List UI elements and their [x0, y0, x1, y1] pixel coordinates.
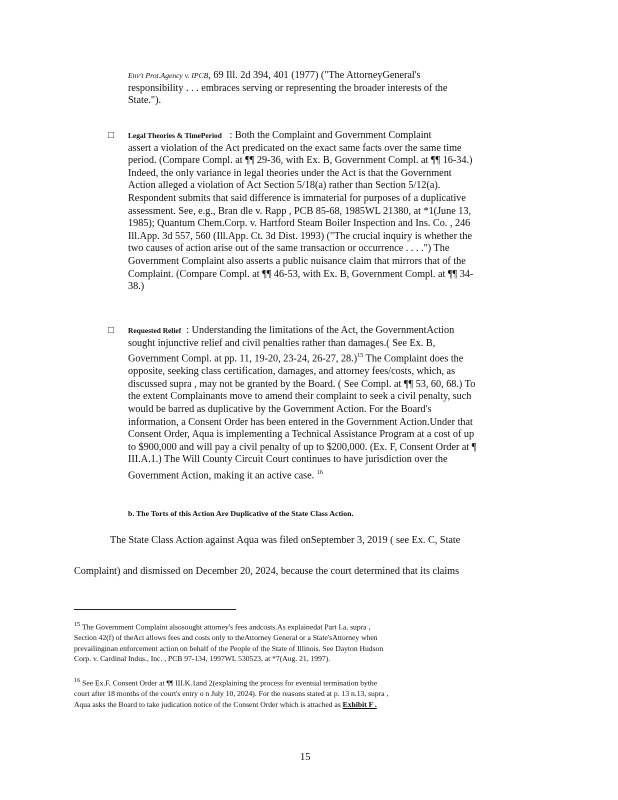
footnote-divider [74, 609, 236, 610]
text-line: assert a violation of the Act predicated on the exact same facts over the same time [128, 142, 462, 154]
legal-theories-heading: Legal Theories & TimePeriod [128, 131, 222, 140]
checkbox-bullet-icon: □ [108, 325, 115, 336]
case-name: Env't Prot.Agency v. IPCB [128, 71, 209, 80]
text-line: Complaint. (Compare Compl. at ¶¶ 46-53, with Ex. B, Government Compl. at ¶¶ 34- [128, 268, 474, 280]
footnote-line: Aqua asks the Board to take judication notice of the Consent Order which is attached as [74, 699, 341, 709]
text-line: Indeed, the only variance in legal theories under the Act is that the Government [128, 167, 452, 179]
text-line: 1985); Quantum Chem.Corp. v. Hartford Steam Boiler Inspection and Ins. Co. , 246 [128, 218, 471, 230]
text-line: to $900,000 and will pay a civil penalty of up to $200,000. (Ex. F, Consent Order at ¶ [128, 441, 477, 453]
text-line: Action alleged a violation of Act Section 5/18(a) rather than Section 5/12(a). [128, 180, 441, 192]
footnote-line: The Government Complaint alsosought attorney's fees andcosts.As explainedat Part I.a, supra , [81, 622, 371, 632]
text-line: information, a Consent Order has been entered in the Government Action.Under that [128, 416, 473, 428]
footnote-line: Section 42(f) of theAct allows fees and costs only to theAttorney General or a State'sAttorney when [74, 633, 378, 643]
body-line: Complaint) and dismissed on December 20, 2024, because the court determined that its claims [74, 566, 460, 577]
text-line: sought injunctive relief and civil penalties rather than damages.( See Ex. B, [128, 337, 436, 349]
footnote-15 [74, 620, 534, 665]
text-line: opposite, seeking class certification, damages, and attorney fees/costs, which, as [128, 366, 456, 378]
text-line: Consent Order, Aqua is implementing a Technical Assistance Program at a cost of up [128, 429, 475, 441]
text-line: 38.) [128, 281, 145, 293]
footnote-ref-15[interactable]: 15 [357, 352, 364, 360]
text-line: period. (Compare Compl. at ¶¶ 29-36, with Ex. B, Government Compl. at ¶¶ 16-34.) [128, 155, 473, 167]
text-line: Government Complaint also asserts a public nuisance claim that mirrors that of the [128, 255, 466, 267]
text-line: : Understanding the limitations of the Act, the GovernmentAction [186, 325, 455, 336]
text-line: Respondent submits that said difference is immaterial for purposes of a duplicative [128, 192, 466, 204]
text-line: assessment. See, e.g., Bran dle v. Rapp , PCB 85-68, 1985WL 21380, at *1(June 13, [128, 205, 472, 217]
case-citation: , 69 Ill. 2d 394, 401 (1977) ("The AttorneyGeneral's [208, 70, 421, 81]
text-line: The Complaint does the [365, 353, 464, 365]
text-line: Government Compl. at pp. 11, 19-20, 23-24, 26-27, 28.) [128, 353, 358, 365]
body-line: The State Class Action against Aqua was filed onSeptember 3, 2019 ( see Ex. C, State [110, 535, 461, 546]
footnote-16 [74, 676, 534, 710]
text-line: would be barred as duplicative by the Government Action. For the Board's [128, 403, 432, 415]
text-line: Government Action, making it an active case. [128, 470, 315, 482]
page-number: 15 [300, 752, 311, 763]
legal-theories-paragraph [108, 130, 538, 294]
footnote-line: See Ex.F, Consent Order at ¶¶ III.K.1and 2(explaining the process for eventual termination bythe [82, 678, 378, 688]
text-line: III.A.1.) The Will County Circuit Court continues to have jurisdiction over the [128, 454, 448, 466]
text-line: the extent Complainants move to amend their complaint to seek a civil penalty, such [128, 391, 472, 403]
requested-relief-paragraph [108, 325, 538, 483]
footnote-line: court after 18 months of the court's entry o n July 10, 2024). For the reasons stated at p. 13 n.13, supra , [74, 689, 389, 699]
footnote-ref-16[interactable]: 16 [316, 468, 323, 476]
text-line: responsibility . . . embraces serving or representing the broader interests of the [128, 82, 448, 94]
footnote-marker: 15 [74, 621, 81, 628]
footnote-marker: 16 [74, 677, 81, 684]
citation-paragraph [128, 70, 506, 108]
requested-relief-heading: Requested Relief [128, 326, 182, 335]
text-line: discussed supra , may not be granted by the Board. ( See Compl. at ¶¶ 53, 60, 68.) To [128, 378, 476, 390]
footnote-line: Corp. v. Cardinal Indus., Inc. , PCB 97-134, 1997WL 530523, at *7(Aug. 21, 1997). [74, 654, 331, 664]
text-line: : Both the Complaint and Government Complaint [229, 130, 432, 141]
footnote-line: prevailinginan enforcement action on behalf of the People of the State of Illinois. See Dayton Hudson [74, 643, 384, 653]
text-line: two causes of action arise out of the same transaction or occurrence . . . .") The [128, 243, 450, 255]
text-line: State."). [128, 95, 162, 107]
exhibit-f-link[interactable]: Exhibit F . [342, 699, 377, 709]
citation-first-line [128, 70, 506, 83]
checkbox-bullet-icon: □ [108, 130, 115, 141]
text-line: Ill.App. 3d 557, 560 (Ill.App. Ct. 3d Dist. 1993) ("The crucial inquiry is whether the [128, 230, 472, 242]
section-heading: b. The Torts of this Action Are Duplicative of the State Class Action. [128, 509, 354, 518]
